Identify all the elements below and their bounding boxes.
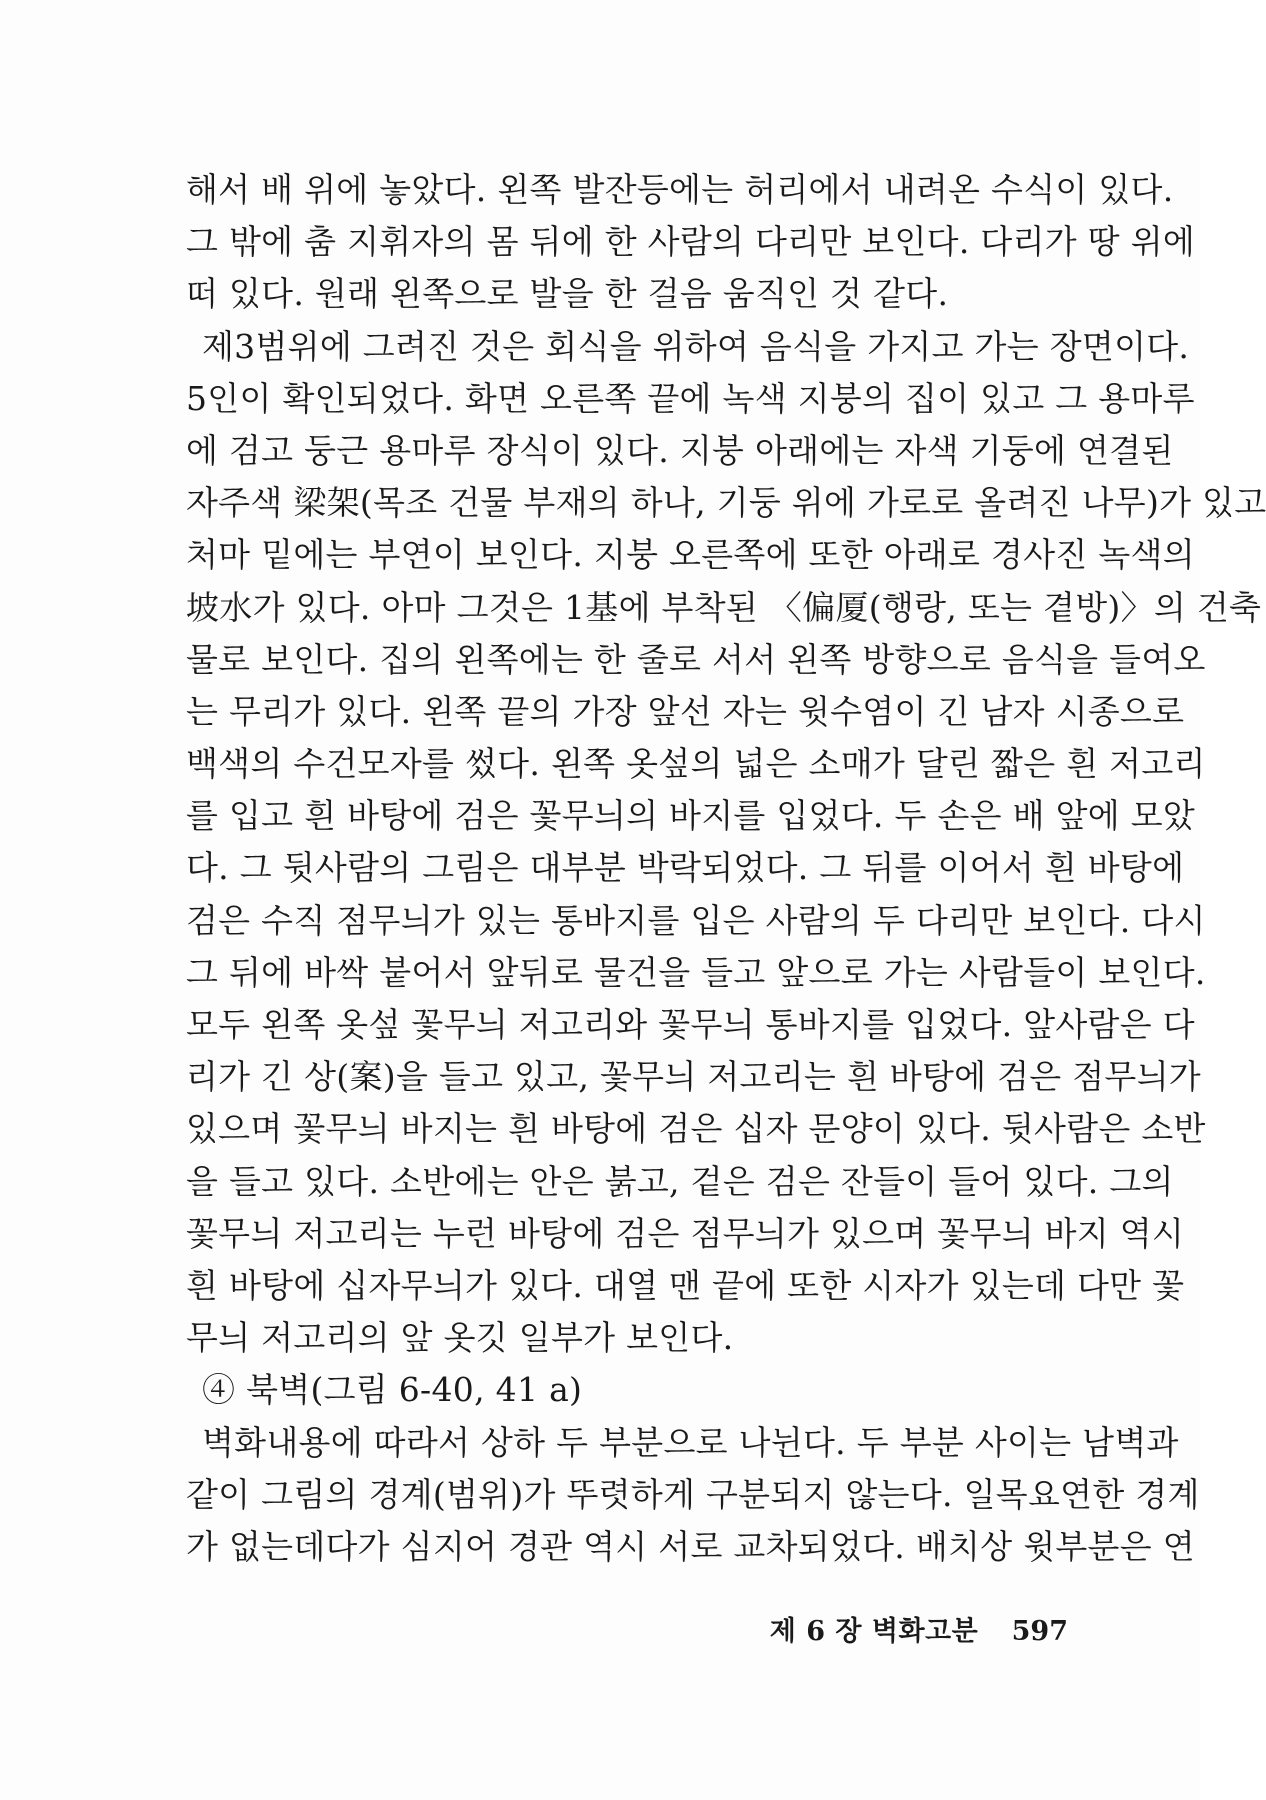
text-line: 해서 배 위에 놓았다. 왼쪽 발잔등에는 허리에서 내려온 수식이 있다.	[186, 170, 1174, 209]
text-line: 을 들고 있다. 소반에는 안은 붉고, 겉은 검은 잔들이 들어 있다. 그의	[186, 1161, 1174, 1201]
chapter-title: 제 6 장 벽화고분	[769, 1616, 979, 1647]
section-heading: ④ 북벽(그림 6-40, 41 a)	[202, 1370, 583, 1410]
text-line: 검은 수직 점무늬가 있는 통바지를 입은 사람의 두 다리만 보인다. 다시	[186, 900, 1206, 940]
text-line: 그 밖에 춤 지휘자의 몸 뒤에 한 사람의 다리만 보인다. 다리가 땅 위에	[186, 222, 1196, 262]
text-line: 흰 바탕에 십자무늬가 있다. 대열 맨 끝에 또한 시자가 있는데 다만 꽃	[186, 1265, 1185, 1305]
text-line: 백색의 수건모자를 썼다. 왼쪽 옷섶의 넓은 소매가 달린 짧은 흰 저고리	[186, 744, 1206, 784]
text-line: 를 입고 흰 바탕에 검은 꽃무늬의 바지를 입었다. 두 손은 배 앞에 모았	[186, 796, 1196, 836]
text-line: 에 검고 둥근 용마루 장식이 있다. 지붕 아래에는 자색 기둥에 연결된	[186, 430, 1174, 470]
text-line: 리가 긴 상(案)을 들고 있고, 꽃무늬 저고리는 흰 바탕에 검은 점무늬가	[186, 1057, 1201, 1097]
text-line: 떠 있다. 원래 왼쪽으로 발을 한 걸음 움직인 것 같다.	[186, 274, 949, 314]
text-line: 모두 왼쪽 옷섶 꽃무늬 저고리와 꽃무늬 통바지를 입었다. 앞사람은 다	[186, 1005, 1195, 1044]
text-line: 무늬 저고리의 앞 옷깃 일부가 보인다.	[186, 1318, 734, 1358]
text-line: 제3범위에 그려진 것은 회식을 위하여 음식을 가지고 가는 장면이다.	[202, 326, 1190, 366]
text-line: 벽화내용에 따라서 상하 두 부분으로 나뉜다. 두 부분 사이는 남벽과	[202, 1422, 1179, 1462]
text-line: 다. 그 뒷사람의 그림은 대부분 박락되었다. 그 뒤를 이어서 흰 바탕에	[186, 848, 1185, 888]
text-line: 그 뒤에 바싹 붙어서 앞뒤로 물건을 들고 앞으로 가는 사람들이 보인다.	[186, 952, 1206, 992]
page-number: 597	[1011, 1616, 1068, 1647]
text-line: 처마 밑에는 부연이 보인다. 지붕 오른쪽에 또한 아래로 경사진 녹색의	[186, 535, 1195, 575]
text-line: 5인이 확인되었다. 화면 오른쪽 끝에 녹색 지붕의 집이 있고 그 용마루	[186, 378, 1195, 418]
text-line: 물로 보인다. 집의 왼쪽에는 한 줄로 서서 왼쪽 방향으로 음식을 들여오	[186, 639, 1206, 679]
text-line: 는 무리가 있다. 왼쪽 끝의 가장 앞선 자는 윗수염이 긴 남자 시종으로	[186, 691, 1185, 731]
text-line: 있으며 꽃무늬 바지는 흰 바탕에 검은 십자 문양이 있다. 뒷사람은 소반	[186, 1109, 1206, 1149]
body-text	[186, 164, 1266, 1573]
page-footer	[770, 1609, 1068, 1648]
text-line: 가 없는데다가 심지어 경관 역시 서로 교차되었다. 배치상 윗부분은 연	[186, 1526, 1195, 1566]
text-line: 꽃무늬 저고리는 누런 바탕에 검은 점무늬가 있으며 꽃무늬 바지 역시	[186, 1213, 1185, 1253]
text-line: 같이 그림의 경계(범위)가 뚜렷하게 구분되지 않는다. 일목요연한 경계	[186, 1474, 1200, 1514]
text-line: 자주색 梁架(목조 건물 부재의 하나, 기둥 위에 가로로 올려진 나무)가 있고	[186, 483, 1266, 523]
text-line: 坡水가 있다. 아마 그것은 1基에 부착된 〈偏厦(행랑, 또는 곁방)〉의 건축	[186, 587, 1262, 627]
